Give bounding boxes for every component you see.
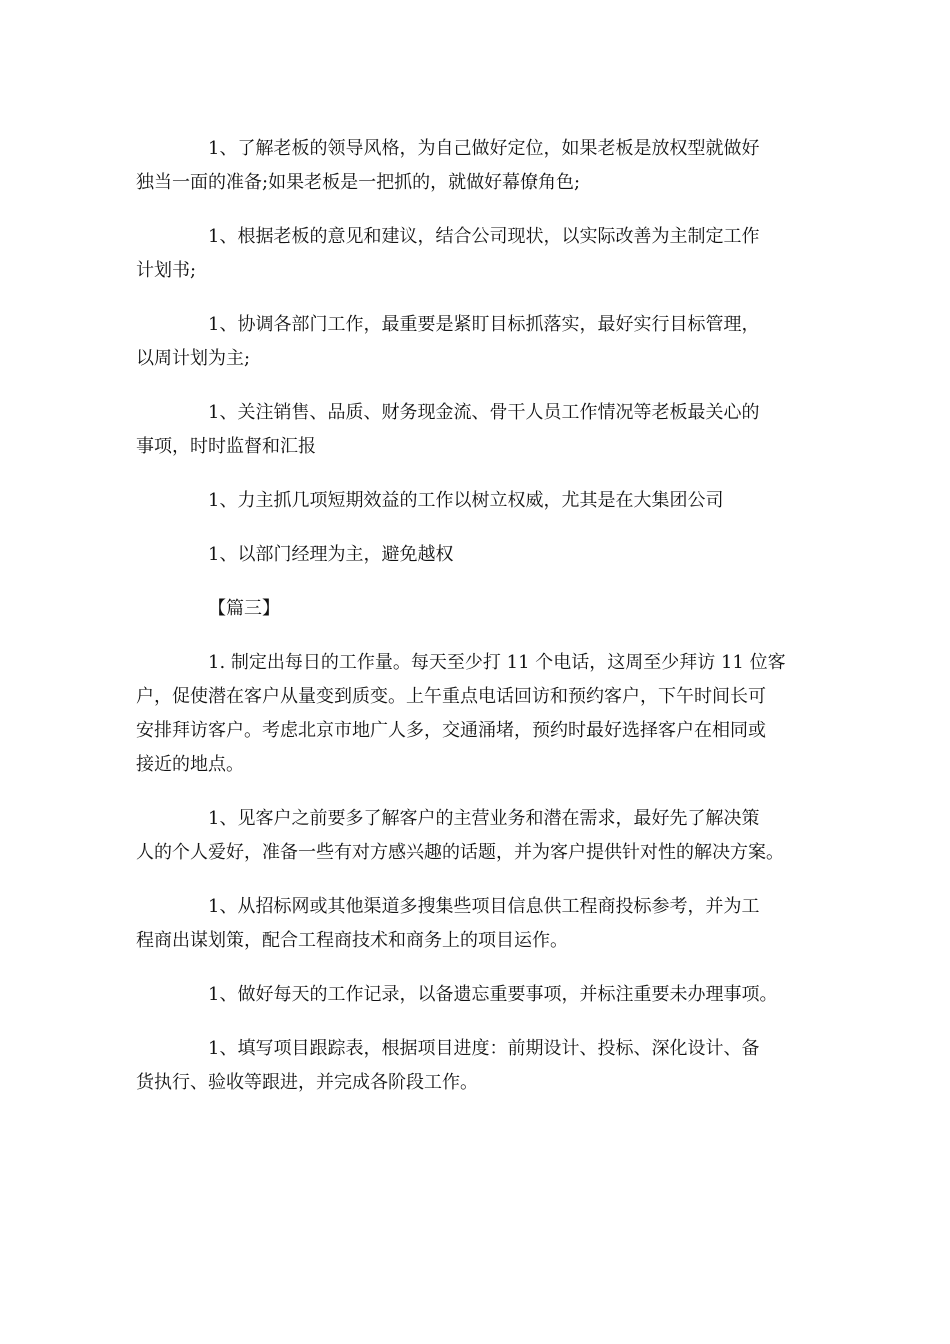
paragraph-line: 1、以部门经理为主，避免越权 — [208, 544, 454, 565]
paragraph-line: 安排拜访客户。考虑北京市地广人多，交通涌堵，预约时最好选择客户在相同或 — [136, 720, 766, 741]
paragraph-line: 1、了解老板的领导风格，为自己做好定位，如果老板是放权型就做好 — [208, 138, 760, 159]
section-heading: 【篇三】 — [208, 598, 280, 619]
paragraph-line: 1、做好每天的工作记录，以备遗忘重要事项，并标注重要未办理事项。 — [208, 984, 778, 1005]
paragraph — [136, 538, 826, 572]
paragraph-line: 接近的地点。 — [136, 754, 244, 775]
paragraph — [136, 646, 826, 782]
paragraph-line: 1、力主抓几项短期效益的工作以树立权威，尤其是在大集团公司 — [208, 490, 724, 511]
paragraph-line: 1、关注销售、品质、财务现金流、骨干人员工作情况等老板最关心的 — [208, 402, 760, 423]
paragraph — [136, 396, 826, 464]
paragraph — [136, 308, 826, 376]
paragraph — [136, 1032, 826, 1100]
paragraph-line: 1、填写项目跟踪表，根据项目进度：前期设计、投标、深化设计、备 — [208, 1038, 760, 1059]
paragraph — [136, 220, 826, 288]
document-body — [136, 132, 826, 1120]
paragraph-line: 计划书; — [136, 260, 197, 281]
paragraph-line: 人的个人爱好，准备一些有对方感兴趣的话题，并为客户提供针对性的解决方案。 — [136, 842, 784, 863]
paragraph — [136, 978, 826, 1012]
paragraph-line: 户，促使潜在客户从量变到质变。上午重点电话回访和预约客户，下午时间长可 — [136, 686, 766, 707]
paragraph-line: 事项，时时监督和汇报 — [136, 436, 316, 457]
paragraph-line: 1、根据老板的意见和建议，结合公司现状，以实际改善为主制定工作 — [208, 226, 760, 247]
paragraph — [136, 802, 826, 870]
paragraph-line: 1. 制定出每日的工作量。每天至少打 11 个电话，这周至少拜访 11 位客 — [208, 652, 786, 673]
paragraph-line: 以周计划为主; — [136, 348, 251, 369]
paragraph-line: 1、从招标网或其他渠道多搜集些项目信息供工程商投标参考，并为工 — [208, 896, 760, 917]
paragraph-line: 1、协调各部门工作，最重要是紧盯目标抓落实，最好实行目标管理， — [208, 314, 760, 335]
paragraph-line: 程商出谋划策，配合工程商技术和商务上的项目运作。 — [136, 930, 568, 951]
paragraph — [136, 132, 826, 200]
paragraph-line: 货执行、验收等跟进，并完成各阶段工作。 — [136, 1072, 478, 1093]
paragraph-line: 1、见客户之前要多了解客户的主营业务和潜在需求，最好先了解决策 — [208, 808, 760, 829]
paragraph — [136, 890, 826, 958]
paragraph-line: 独当一面的准备;如果老板是一把抓的，就做好幕僚角色; — [136, 172, 581, 193]
paragraph — [136, 484, 826, 518]
